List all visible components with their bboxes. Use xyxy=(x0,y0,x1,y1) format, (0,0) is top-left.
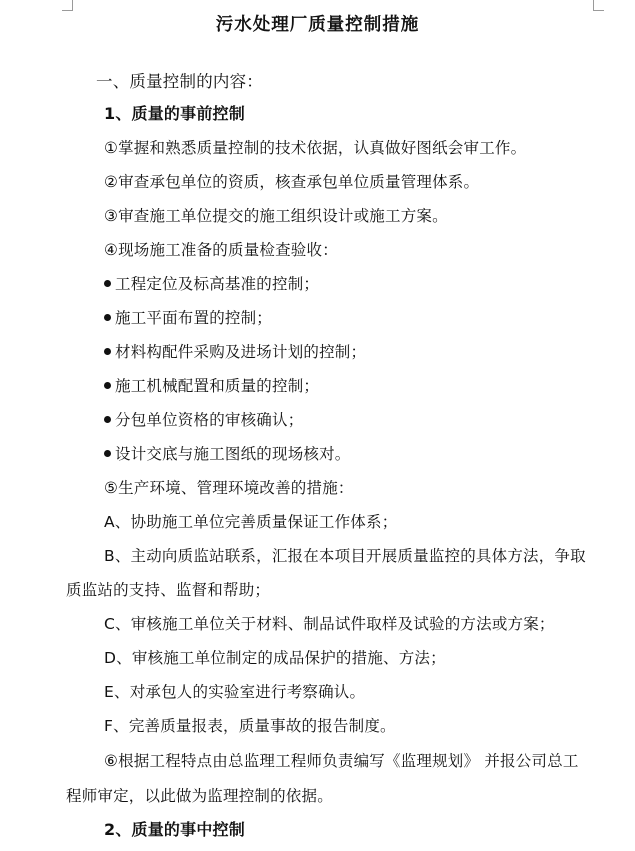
lettered-item-f: F、完善质量报表，质量事故的报告制度。 xyxy=(104,717,396,735)
crop-mark-top-right xyxy=(593,0,604,11)
paragraph-item-6-line2: 程师审定，以此做为监理控制的依据。 xyxy=(66,787,333,805)
crop-mark-top-left xyxy=(62,0,73,11)
paragraph-item-6-line1: ⑥根据工程特点由总监理工程师负责编写《监理规划》 并报公司总工 xyxy=(104,752,579,770)
bullet-item xyxy=(104,342,366,362)
bullet-text: 施工平面布置的控制； xyxy=(115,309,273,327)
bullet-icon xyxy=(104,348,111,355)
paragraph-item-1: ①掌握和熟悉质量控制的技术依据，认真做好图纸会审工作。 xyxy=(104,139,527,157)
bullet-item xyxy=(104,410,303,430)
lettered-item-b-line1: B、主动向质监站联系，汇报在本项目开展质量监控的具体方法，争取 xyxy=(104,547,586,565)
bullet-text: 设计交底与施工图纸的现场核对。 xyxy=(115,445,351,463)
subsection-heading-1: 1、质量的事前控制 xyxy=(104,104,245,123)
lettered-item-b-line2: 质监站的支持、监督和帮助； xyxy=(66,581,271,599)
bullet-item xyxy=(104,444,351,464)
paragraph-item-5: ⑤生产环境、管理环境改善的措施： xyxy=(104,479,354,497)
bullet-icon xyxy=(104,450,111,457)
bullet-text: 工程定位及标高基准的控制； xyxy=(115,275,320,293)
subsection-heading-2: 2、质量的事中控制 xyxy=(104,820,245,839)
bullet-item xyxy=(104,308,272,328)
paragraph-item-3: ③审查施工单位提交的施工组织设计或施工方案。 xyxy=(104,207,448,225)
bullet-icon xyxy=(104,280,111,287)
bullet-text: 施工机械配置和质量的控制； xyxy=(115,377,320,395)
bullet-icon xyxy=(104,314,111,321)
section-heading-1: 一、质量控制的内容： xyxy=(96,72,263,91)
bullet-icon xyxy=(104,382,111,389)
lettered-item-d: D、审核施工单位制定的成品保护的措施、方法； xyxy=(104,649,446,667)
bullet-icon xyxy=(104,416,111,423)
paragraph-item-4: ④现场施工准备的质量检查验收： xyxy=(104,241,338,259)
bullet-text: 分包单位资格的审核确认； xyxy=(115,411,304,429)
bullet-item xyxy=(104,274,319,294)
document-title: 污水处理厂质量控制措施 xyxy=(215,15,420,35)
paragraph-item-2: ②审查承包单位的资质，核查承包单位质量管理体系。 xyxy=(104,173,480,191)
lettered-item-c: C、审核施工单位关于材料、制品试件取样及试验的方法或方案； xyxy=(104,615,555,633)
lettered-item-a: A、协助施工单位完善质量保证工作体系； xyxy=(104,513,398,531)
bullet-item xyxy=(104,376,319,396)
lettered-item-e: E、对承包人的实验室进行考察确认。 xyxy=(104,683,366,701)
bullet-text: 材料构配件采购及进场计划的控制； xyxy=(115,343,367,361)
